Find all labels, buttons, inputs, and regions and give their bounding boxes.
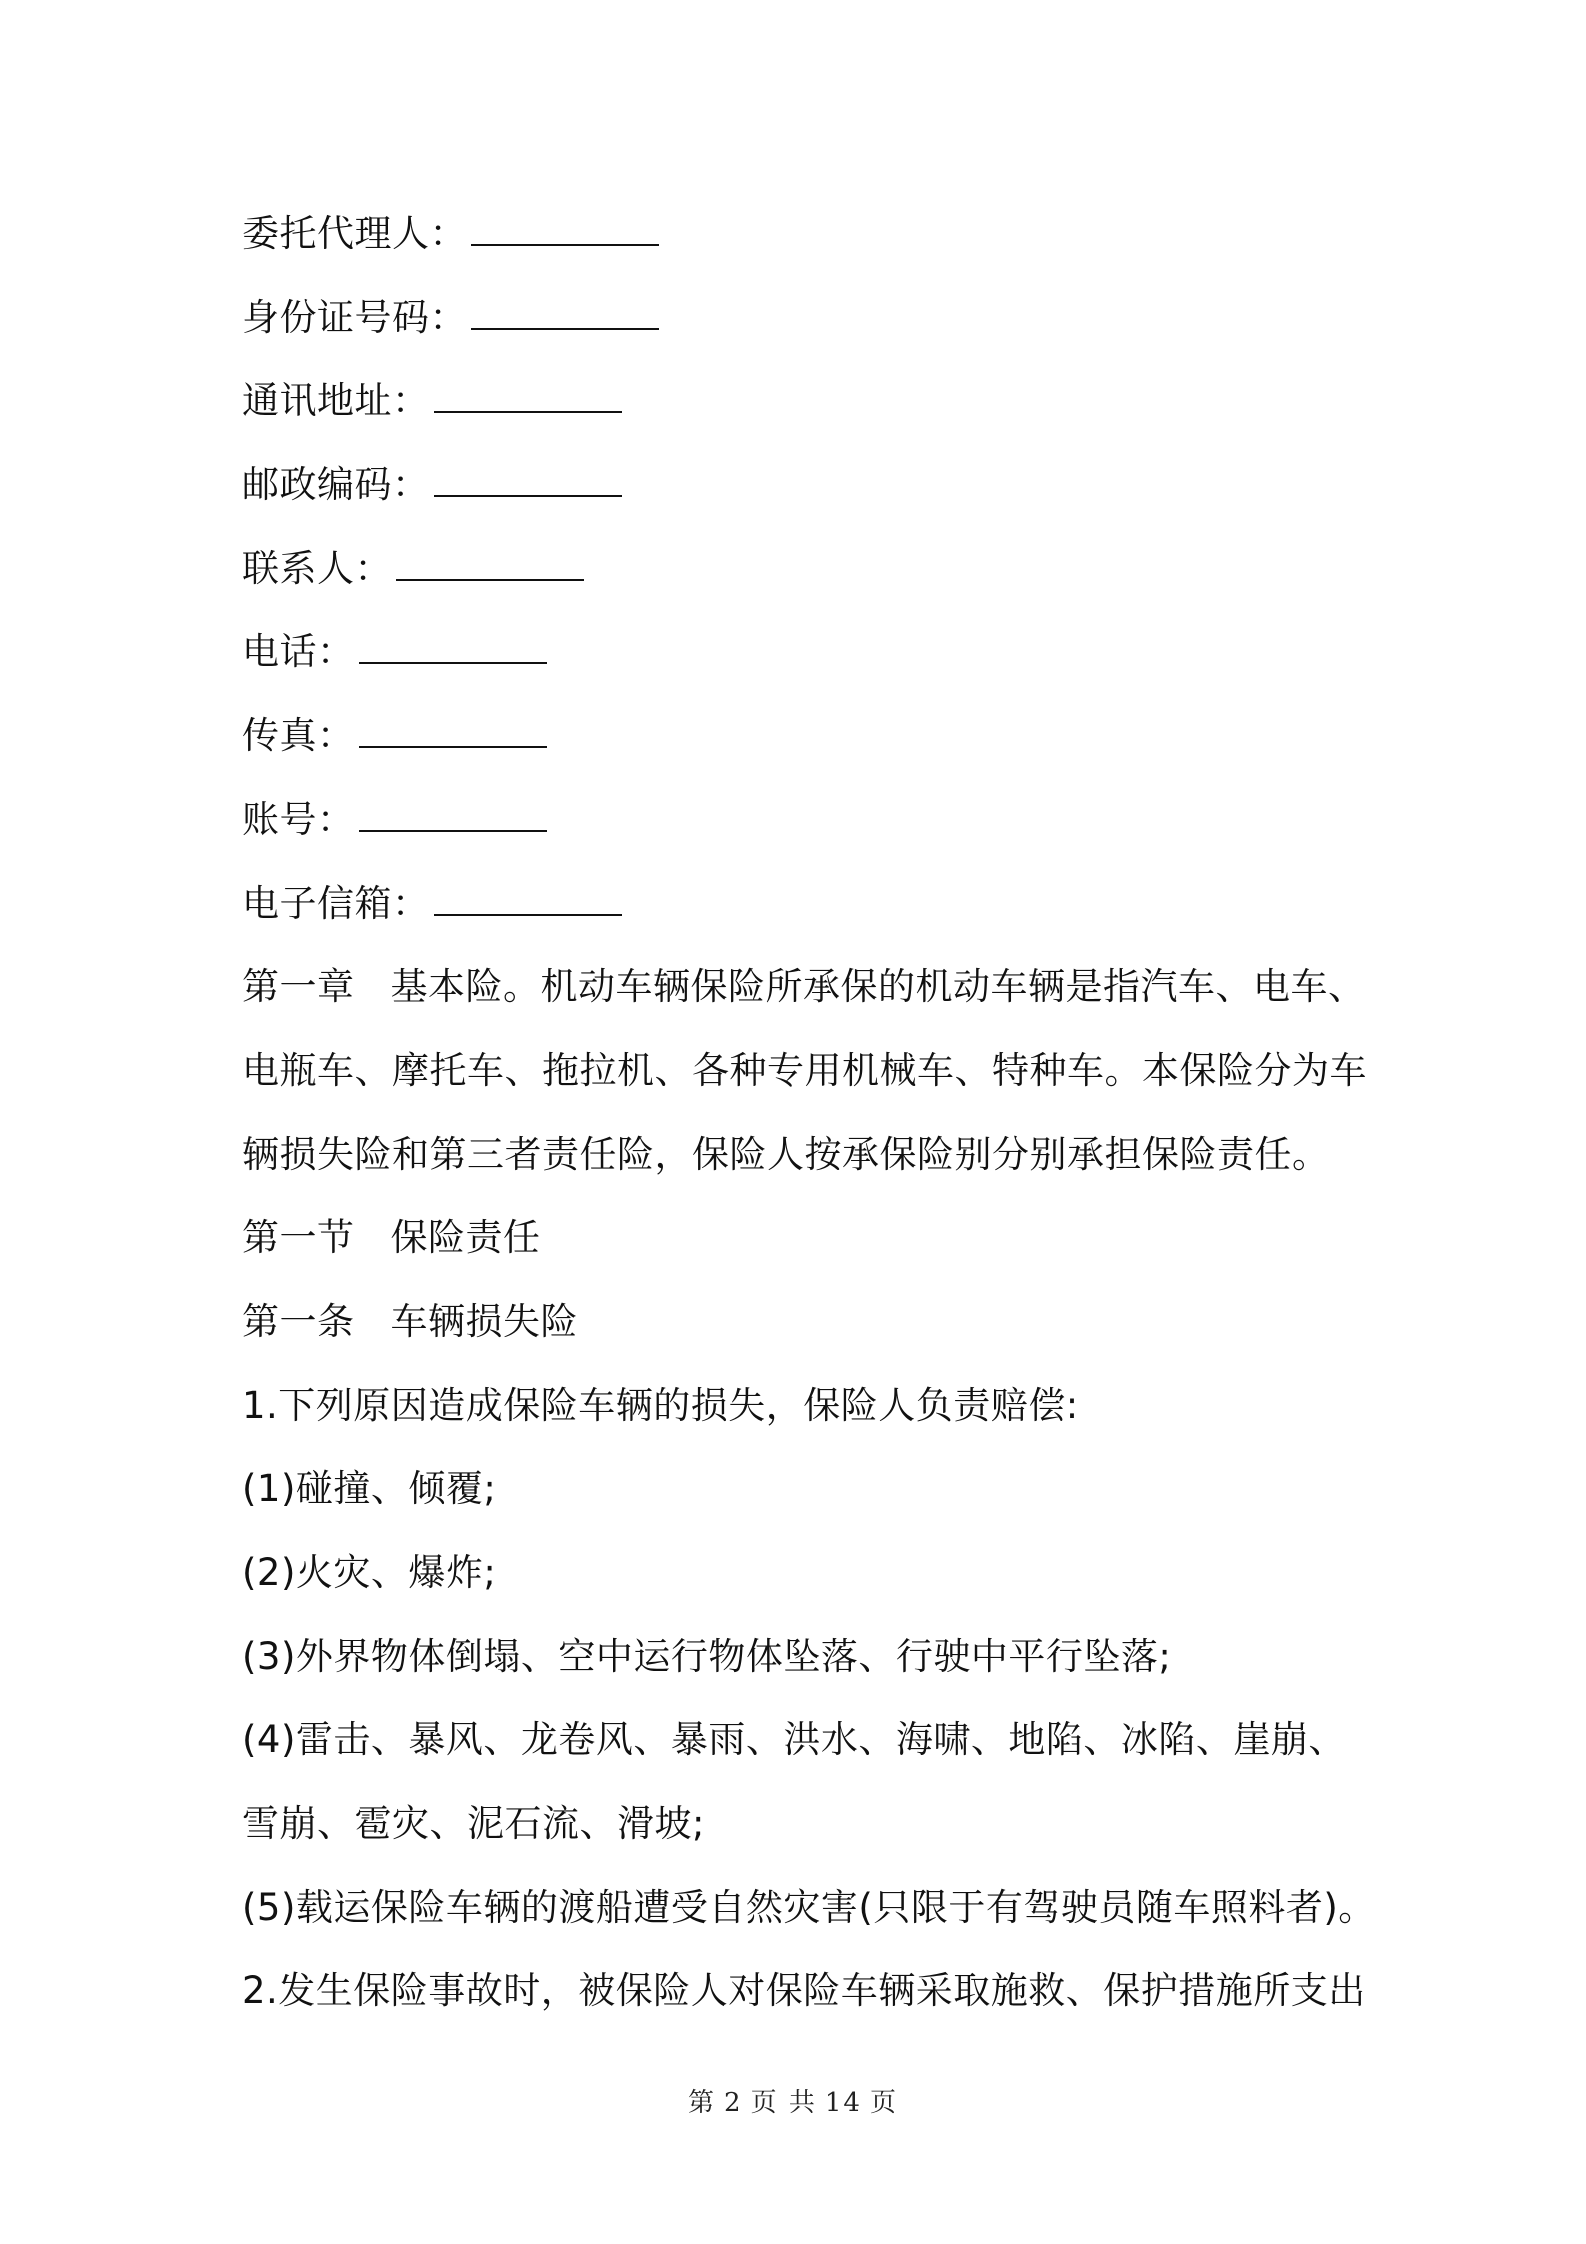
fill-blank[interactable] [434,377,622,413]
field-label: 委托代理人： [242,212,467,255]
footer-page-number: 2 [724,2088,743,2118]
field-id-number [242,276,1362,360]
article-title: 车辆损失险 [390,1299,578,1343]
fill-blank[interactable] [434,880,622,916]
fill-blank[interactable] [471,294,659,330]
field-agent [242,192,1362,276]
chapter-text-line: 辆损失险和第三者责任险，保险人按承保险别分别承担保险责任。 [242,1132,1330,1176]
chapter-text: 基本险。机动车辆保险所承保的机动车辆是指汽车、电车、 [390,965,1366,1009]
article-number: 第一条 [242,1299,355,1343]
page-footer [0,2082,1586,2119]
article-heading [242,1280,1362,1364]
field-label: 邮政编码： [242,463,430,507]
chapter-text-line: 电瓶车、摩托车、拖拉机、各种专用机械车、特种车。本保险分为车 [242,1048,1367,1092]
paragraph: 2.发生保险事故时，被保险人对保险车辆采取施救、保护措施所支出 [242,1969,1366,2013]
section-heading [242,1196,1362,1280]
fill-blank[interactable] [359,712,547,748]
field-label: 联系人： [242,546,392,590]
list-item-continued: 雪崩、雹灾、泥石流、滑坡; [242,1802,705,1846]
fill-blank[interactable] [359,796,547,832]
field-address [242,359,1362,443]
field-label: 通讯地址： [242,379,430,423]
footer-middle: 页 共 [750,2088,817,2118]
field-postcode [242,443,1362,527]
section-title: 保险责任 [390,1216,541,1260]
fill-blank[interactable] [471,210,659,246]
section-number: 第一节 [242,1216,355,1260]
footer-prefix: 第 [688,2088,717,2118]
fill-blank[interactable] [396,545,584,581]
footer-total-pages: 14 [824,2088,862,2118]
chapter-number: 第一章 [242,965,355,1009]
field-label: 电话： [242,630,355,674]
fill-blank[interactable] [434,461,622,497]
field-account [242,778,1362,862]
list-item: (4)雷击、暴风、龙卷风、暴雨、洪水、海啸、地陷、冰陷、崖崩、 [242,1718,1346,1762]
field-contact [242,527,1362,611]
fill-blank[interactable] [359,628,547,664]
chapter-heading-line [242,945,1366,1029]
paragraph: 1.下列原因造成保险车辆的损失，保险人负责赔偿: [242,1383,1079,1427]
list-item: (5)载运保险车辆的渡船遭受自然灾害(只限于有驾驶员随车照料者)。 [242,1885,1376,1929]
list-item: (1)碰撞、倾覆; [242,1467,497,1511]
field-label: 传真： [242,714,355,758]
list-item: (2)火灾、爆炸; [242,1551,497,1594]
footer-suffix: 页 [869,2088,898,2118]
document-body [242,192,1376,2033]
field-phone [242,610,1362,694]
list-item: (3)外界物体倒塌、空中运行物体坠落、行驶中平行坠落; [242,1634,1172,1678]
field-label: 电子信箱： [242,881,430,925]
field-fax [242,694,1362,778]
field-label: 身份证号码： [242,295,467,339]
field-label: 账号： [242,797,355,841]
field-email [242,862,1362,946]
